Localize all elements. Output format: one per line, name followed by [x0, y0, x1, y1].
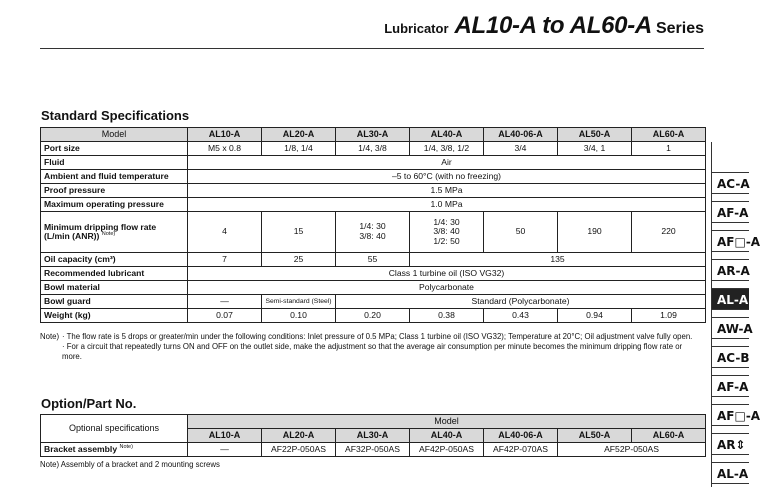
bracket-al20: AF22P-050AS [262, 443, 336, 457]
option-note: Note) Assembly of a bracket and 2 mounting screws [40, 460, 220, 469]
proof-pressure-row [41, 184, 706, 198]
side-tab-af-a-2[interactable]: AF-A [711, 375, 749, 397]
lubricant-value: Class 1 turbine oil (ISO VG32) [188, 267, 706, 281]
bracket-al10: — [188, 443, 262, 457]
bracket-al50-60: AF52P-050AS [558, 443, 706, 457]
bracket-note-ref: Note) [119, 443, 133, 450]
bowl-material-row [41, 281, 706, 295]
series-title: AL10-A to AL60-A [454, 12, 652, 39]
spec-header-row [41, 128, 706, 142]
option-title: Option/Part No. [41, 396, 137, 411]
port-cell: 3/4 [484, 142, 558, 156]
weight-cell: 0.94 [558, 309, 632, 323]
oil-al20: 25 [262, 253, 336, 267]
side-tab-ar-a[interactable]: AR-A [711, 259, 749, 281]
drip-al10: 4 [188, 212, 262, 253]
max-pressure-value: 1.0 MPa [188, 198, 706, 212]
series-suffix: Series [655, 20, 704, 37]
lubricant-label: Recommended lubricant [41, 267, 188, 281]
drip-al30-line: 1/4: 30 [359, 221, 386, 232]
bracket-label [41, 443, 188, 457]
weight-cell: 0.20 [336, 309, 410, 323]
oil-al30: 55 [336, 253, 410, 267]
bracket-al40-06: AF42P-070AS [484, 443, 558, 457]
port-size-label: Port size [41, 142, 188, 156]
opt-model-al10: AL10-A [188, 429, 262, 443]
side-tab-aw-a[interactable]: AW-A [711, 317, 749, 339]
weight-cell: 0.43 [484, 309, 558, 323]
fluid-value: Air [188, 156, 706, 170]
bracket-label-text: Bracket assembly [44, 443, 118, 454]
opt-model-al60: AL60-A [632, 429, 706, 443]
guard-al10: — [188, 295, 262, 309]
max-pressure-label: Maximum operating pressure [41, 198, 188, 212]
port-cell: 3/4, 1 [558, 142, 632, 156]
weight-row [41, 309, 706, 323]
port-cell: 1 [632, 142, 706, 156]
port-cell: M5 x 0.8 [188, 142, 262, 156]
bowl-material-label: Bowl material [41, 281, 188, 295]
spec-notes [40, 332, 702, 363]
side-tab-af-a[interactable]: AF-A [711, 201, 749, 223]
bracket-row [41, 443, 706, 457]
side-tab-af-box-a[interactable]: AF□-A [711, 230, 749, 252]
bowl-guard-row [41, 295, 706, 309]
weight-cell: 0.07 [188, 309, 262, 323]
model-al40-06: AL40-06-A [484, 128, 558, 142]
side-index [708, 0, 760, 487]
note-line-2: · For a circuit that repeatedly turns ON and OFF on the outlet side, make the adjustment so that the average air consumption per minute becomes the minimum dripping flow rate or more. [62, 342, 683, 362]
temperature-row [41, 170, 706, 184]
model-al40: AL40-A [410, 128, 484, 142]
proof-pressure-label: Proof pressure [41, 184, 188, 198]
opt-model-al20: AL20-A [262, 429, 336, 443]
bowl-material-value: Polycarbonate [188, 281, 706, 295]
drip-al60: 220 [632, 212, 706, 253]
side-tab-ac-b[interactable]: AC-B [711, 346, 749, 368]
side-tab-af-box-a-2[interactable]: AF□-A [711, 404, 749, 426]
port-size-row [41, 142, 706, 156]
dripping-row [41, 212, 706, 253]
header-rule [40, 48, 704, 49]
optional-spec-label: Optional specifications [41, 415, 188, 443]
bracket-al30: AF32P-050AS [336, 443, 410, 457]
drip-al30-line: 3/8: 40 [359, 231, 386, 241]
side-tab-al-a-active[interactable]: AL-A [711, 288, 749, 310]
drip-al40-06: 50 [484, 212, 558, 253]
oil-capacity-label: Oil capacity (cm³) [41, 253, 188, 267]
model-al50: AL50-A [558, 128, 632, 142]
option-header-row [41, 415, 706, 429]
option-model-label: Model [188, 415, 706, 429]
opt-model-al30: AL30-A [336, 429, 410, 443]
drip-al20: 15 [262, 212, 336, 253]
opt-model-al40-06: AL40-06-A [484, 429, 558, 443]
dripping-label-line1: Minimum dripping flow rate [44, 221, 157, 232]
spec-title: Standard Specifications [41, 108, 190, 123]
opt-model-al40: AL40-A [410, 429, 484, 443]
bracket-al40: AF42P-050AS [410, 443, 484, 457]
weight-label: Weight (kg) [41, 309, 188, 323]
product-name: Lubricator [384, 21, 449, 36]
spec-table [40, 127, 706, 323]
dripping-note-ref: Note) [101, 231, 116, 237]
fluid-label: Fluid [41, 156, 188, 170]
port-cell: 1/8, 1/4 [262, 142, 336, 156]
side-tab-ac-a[interactable]: AC-A [711, 172, 749, 194]
max-pressure-row [41, 198, 706, 212]
model-al30: AL30-A [336, 128, 410, 142]
drip-al40 [410, 212, 484, 253]
guard-al20: Semi-standard (Steel) [262, 295, 336, 309]
drip-al50: 190 [558, 212, 632, 253]
bowl-guard-label: Bowl guard [41, 295, 188, 309]
drip-al40-line: 1/2: 50 [433, 235, 460, 246]
model-al60: AL60-A [632, 128, 706, 142]
oil-al10: 7 [188, 253, 262, 267]
oil-capacity-row [41, 253, 706, 267]
note-tag: Note) [40, 332, 60, 341]
drip-al40-line: 3/8: 40 [433, 226, 460, 237]
weight-cell: 0.38 [410, 309, 484, 323]
model-label: Model [41, 128, 188, 142]
model-al20: AL20-A [262, 128, 336, 142]
temperature-value: –5 to 60°C (with no freezing) [188, 170, 706, 184]
side-tab-ar-arrow[interactable]: AR⇕ [711, 433, 749, 455]
weight-cell: 0.10 [262, 309, 336, 323]
dripping-label-line2: (L/min (ANR)) [44, 231, 100, 241]
drip-al40-line: 1/4: 30 [433, 216, 460, 227]
model-al10: AL10-A [188, 128, 262, 142]
side-tab-al-a-2[interactable]: AL-A [711, 462, 749, 484]
temperature-label: Ambient and fluid temperature [41, 170, 188, 184]
port-cell: 1/4, 3/8 [336, 142, 410, 156]
opt-model-al50: AL50-A [558, 429, 632, 443]
page-header [384, 12, 704, 40]
port-cell: 1/4, 3/8, 1/2 [410, 142, 484, 156]
drip-al30 [336, 212, 410, 253]
proof-pressure-value: 1.5 MPa [188, 184, 706, 198]
fluid-row [41, 156, 706, 170]
oil-rest: 135 [410, 253, 706, 267]
option-table [40, 414, 706, 457]
dripping-label [41, 212, 188, 253]
note-line-1: · The flow rate is 5 drops or greater/min under the following conditions: Inlet pressure of 0.5 MPa; Class 1 turbine oil (ISO VG32); Temperature at 20°C; Oil adjustment valve fully open. [62, 332, 693, 341]
weight-cell: 1.09 [632, 309, 706, 323]
guard-rest: Standard (Polycarbonate) [336, 295, 706, 309]
lubricant-row [41, 267, 706, 281]
